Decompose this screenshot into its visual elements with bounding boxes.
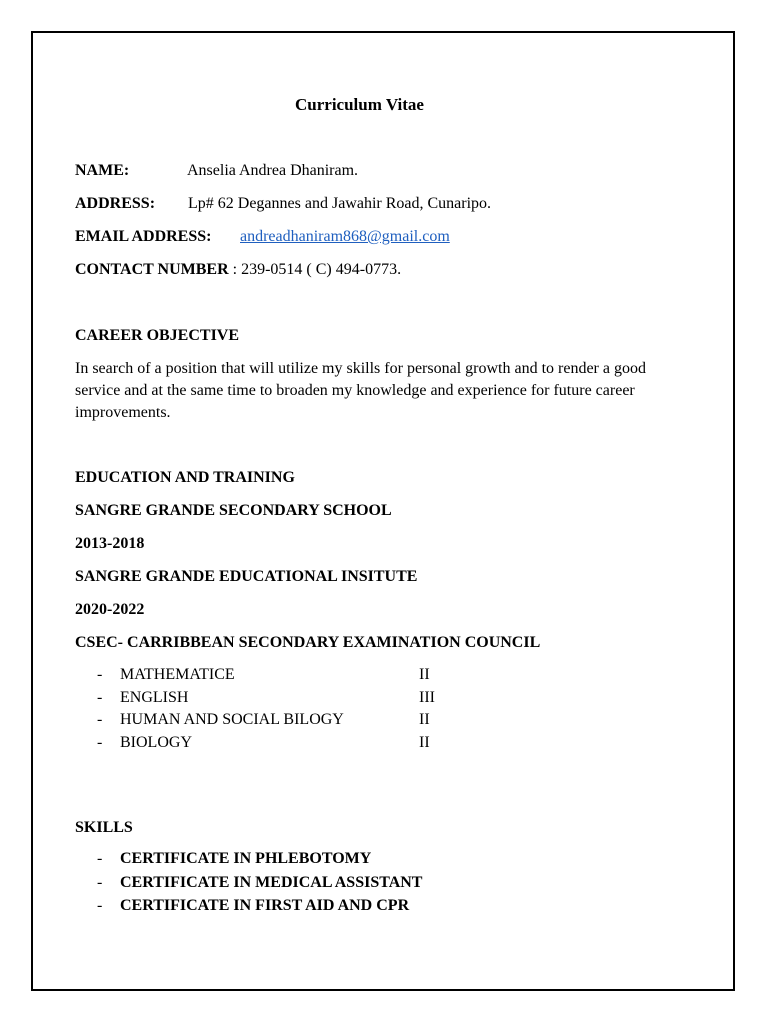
subject-name: ENGLISH [120,689,189,706]
document-title: Curriculum Vitae [295,95,424,114]
subject-grade: III [419,689,435,706]
school-2: SANGRE GRANDE EDUCATIONAL INSITUTE [75,568,418,585]
contact-row [75,259,401,281]
skill-text: CERTIFICATE IN PHLEBOTOMY [120,850,372,867]
school-1: SANGRE GRANDE SECONDARY SCHOOL [75,502,392,519]
years-1: 2013-2018 [75,535,145,552]
list-dash: - [97,850,103,867]
exam-council: CSEC- CARRIBBEAN SECONDARY EXAMINATION COUNCIL [75,634,541,651]
email-link[interactable]: andreadhaniram868@gmail.com [240,228,450,245]
subject-name: BIOLOGY [120,734,192,751]
address-value: Lp# 62 Degannes and Jawahir Road, Cunaripo. [188,195,492,212]
list-dash: - [97,666,103,683]
subject-grade: II [419,711,430,728]
list-dash: - [97,897,103,914]
years-2: 2020-2022 [75,601,145,618]
skills-heading: SKILLS [75,819,133,836]
subject-name: HUMAN AND SOCIAL BILOGY [120,711,344,728]
objective-heading: CAREER OBJECTIVE [75,327,240,344]
list-dash: - [97,874,103,891]
address-row [75,193,491,215]
subject-grade: II [419,734,430,751]
skill-text: CERTIFICATE IN FIRST AID AND CPR [120,897,410,914]
name-label: NAME: [75,162,130,179]
email-label: EMAIL ADDRESS: [75,228,212,245]
list-dash: - [97,734,103,751]
contact-label: CONTACT NUMBER [75,261,229,278]
address-label: ADDRESS: [75,195,156,212]
email-row [75,226,450,248]
contact-value: : 239-0514 ( C) 494-0773. [228,261,402,278]
name-value: Anselia Andrea Dhaniram. [187,162,359,179]
name-row [75,160,358,182]
subject-name: MATHEMATICE [120,666,235,683]
objective-text: In search of a position that will utilize my skills for personal growth and to render a good service and at the same time to broaden my knowledge and experience for future career improvements. [75,360,646,421]
skill-text: CERTIFICATE IN MEDICAL ASSISTANT [120,874,423,891]
education-heading: EDUCATION AND TRAINING [75,469,295,486]
list-dash: - [97,711,103,728]
subject-grade: II [419,666,430,683]
list-dash: - [97,689,103,706]
